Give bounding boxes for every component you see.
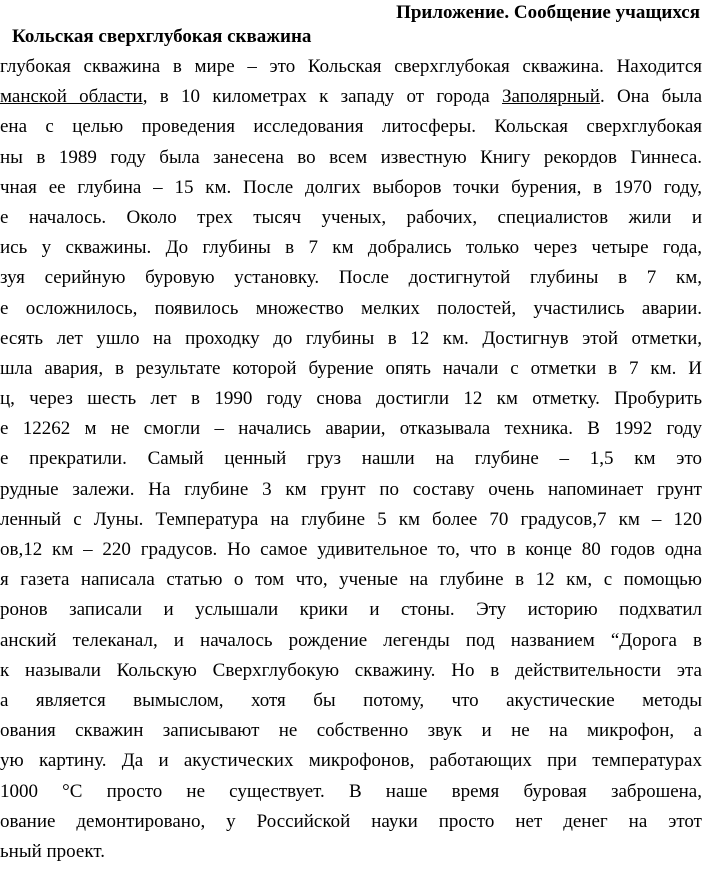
body-text-segment: , в 10 километрах к западу от города xyxy=(142,86,503,108)
appendix-heading: Приложение. Сообщение учащихся xyxy=(396,2,700,23)
body-line: рудные залежи. На глубине 3 км грунт по составу очень напоминает грунт xyxy=(0,478,702,500)
body-line: е 12262 м не смогли – начались аварии, отказывала техника. В 1992 году xyxy=(0,418,702,440)
body-line: е осложнилось, появилось множество мелких полостей, участились аварии. xyxy=(0,297,702,319)
body-line: шла авария, в результате которой бурение опять начали с отметки в 7 км. И xyxy=(0,357,702,379)
body-line: ена с целью проведения исследования литосферы. Кольская сверхглубокая xyxy=(0,116,702,138)
body-line: ую картину. Да и акустических микрофонов, работающих при температурах xyxy=(0,750,702,772)
body-line: ись у скважины. До глубины в 7 км добрались только через четыре года, xyxy=(0,237,702,259)
article-title: Кольская сверхглубокая скважина xyxy=(12,26,312,47)
body-line: ьный проект. xyxy=(0,840,105,862)
body-line: ронов записали и услышали крики и стоны. Эту историю подхватил xyxy=(0,599,702,621)
body-line: ования скважин записывают не собственно звук и не на микрофон, а xyxy=(0,720,702,742)
body-line: чная ее глубина – 15 км. После долгих выборов точки бурения, в 1970 году, xyxy=(0,176,702,198)
body-line: глубокая скважина в мире – это Кольская сверхглубокая скважина. Находится xyxy=(0,56,702,77)
body-line: ны в 1989 году была занесена во всем известную Книгу рекордов Гиннеса. xyxy=(0,146,702,168)
body-text-segment: . Она была xyxy=(599,86,702,108)
body-line: к называли Кольскую Сверхглубокую скважину. Но в действительности эта xyxy=(0,659,702,681)
body-line: зуя серийную буровую установку. После достигнутой глубины в 7 км, xyxy=(0,267,702,289)
body-line: а является вымыслом, хотя бы потому, что акустические методы xyxy=(0,689,702,711)
article-body xyxy=(0,52,702,867)
body-line: е прекратили. Самый ценный груз нашли на глубине – 1,5 км это xyxy=(0,448,702,470)
body-line: 1000 °С просто не существует. В наше время буровая заброшена, xyxy=(0,780,702,802)
body-line: анский телеканал, и началось рождение легенды под названием “Дорога в xyxy=(0,629,702,651)
body-line: е началось. Около трех тысяч ученых, рабочих, специалистов жили и xyxy=(0,206,702,228)
body-line: я газета написала статью о том что, ученые на глубине в 12 км, с помощью xyxy=(0,569,702,591)
body-line: есять лет ушло на проходку до глубины в 12 км. Достигнув этой отметки, xyxy=(0,327,702,349)
body-line xyxy=(0,82,702,112)
body-line: ование демонтировано, у Российской науки просто нет денег на этот xyxy=(0,810,702,832)
body-line: ц, через шесть лет в 1990 году снова достигли 12 км отметку. Пробурить xyxy=(0,388,702,410)
hyperlink[interactable]: Заполярный xyxy=(502,86,600,108)
body-line: ов,12 км – 220 градусов. Но самое удивительное то, что в конце 80 годов одна xyxy=(0,539,702,560)
hyperlink[interactable]: манской области xyxy=(0,86,143,108)
body-line: ленный с Луны. Температура на глубине 5 км более 70 градусов,7 км – 120 xyxy=(0,508,702,530)
